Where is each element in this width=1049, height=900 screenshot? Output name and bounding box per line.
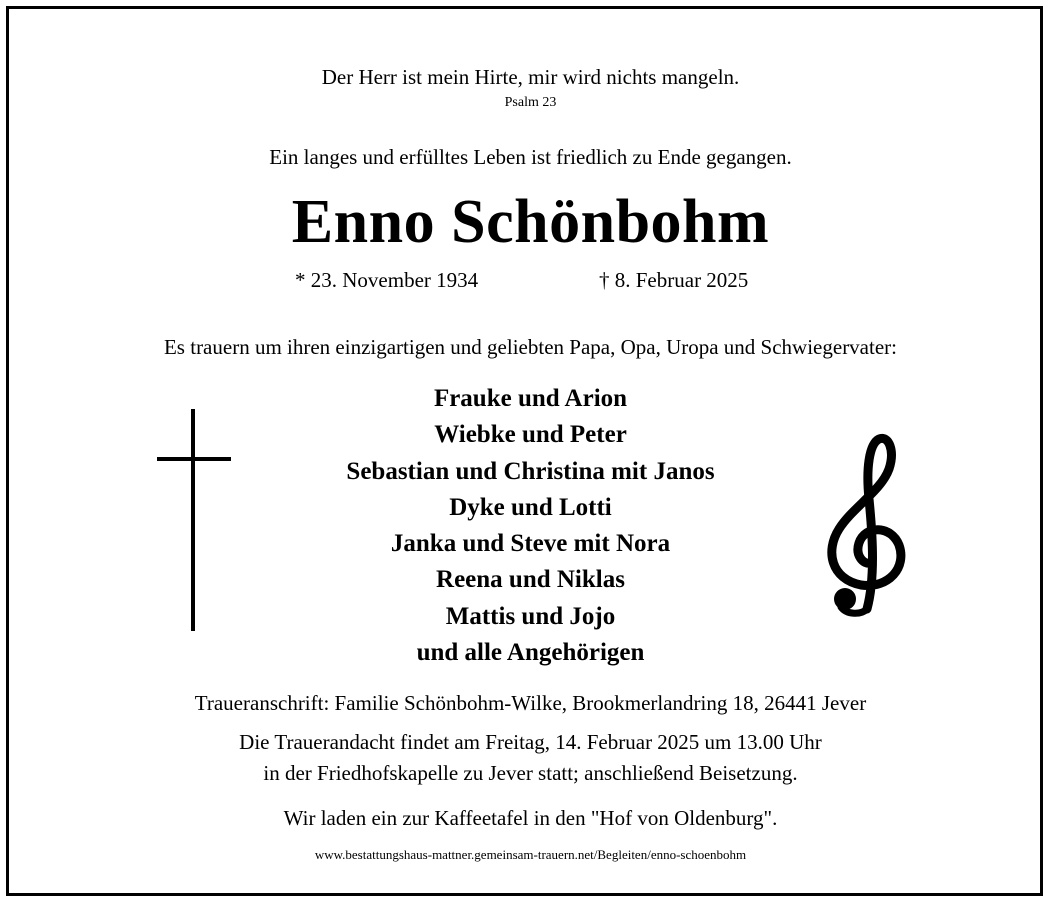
family-member: Mattis und Jojo — [445, 602, 616, 630]
family-member: Sebastian und Christina mit Janos — [346, 457, 715, 485]
obituary-frame — [6, 6, 1043, 896]
mourning-address: Traueranschrift: Familie Schönbohm-Wilke, Brookmerlandring 18, 26441 Jever — [194, 691, 867, 715]
family-member: Frauke und Arion — [433, 385, 628, 412]
memorial-url[interactable]: www.bestattungshaus-mattner.gemeinsam-trauern.net/Begleiten/enno-schoenbohm — [314, 847, 747, 862]
service-info-line-2: in der Friedhofskapelle zu Jever statt; anschließend Beisetzung. — [263, 761, 798, 785]
birth-date: * 23. November 1934 — [295, 268, 479, 292]
coffee-invitation: Wir laden ein zur Kaffeetafel in den "Hof von Oldenburg". — [283, 806, 778, 830]
death-date: † 8. Februar 2025 — [599, 268, 749, 292]
intro-text: Ein langes und erfülltes Leben ist friedlich zu Ende gegangen. — [269, 145, 792, 169]
treble-clef-icon — [809, 429, 919, 619]
mourning-line: Es trauern um ihren einzigartigen und geliebten Papa, Opa, Uropa und Schwiegervater: — [163, 335, 897, 359]
bible-verse: Der Herr ist mein Hirte, mir wird nichts mangeln. — [321, 65, 740, 89]
deceased-name: Enno Schönbohm — [291, 188, 770, 256]
verse-source: Psalm 23 — [504, 95, 557, 110]
family-member: Reena und Niklas — [436, 566, 625, 594]
family-member: und alle Angehörigen — [416, 639, 645, 667]
service-info-line-1: Die Trauerandacht findet am Freitag, 14. Februar 2025 um 13.00 Uhr — [239, 730, 822, 754]
family-member: Janka und Steve mit Nora — [390, 530, 671, 558]
family-member: Wiebke und Peter — [434, 421, 627, 449]
family-member: Dyke und Lotti — [449, 493, 612, 521]
